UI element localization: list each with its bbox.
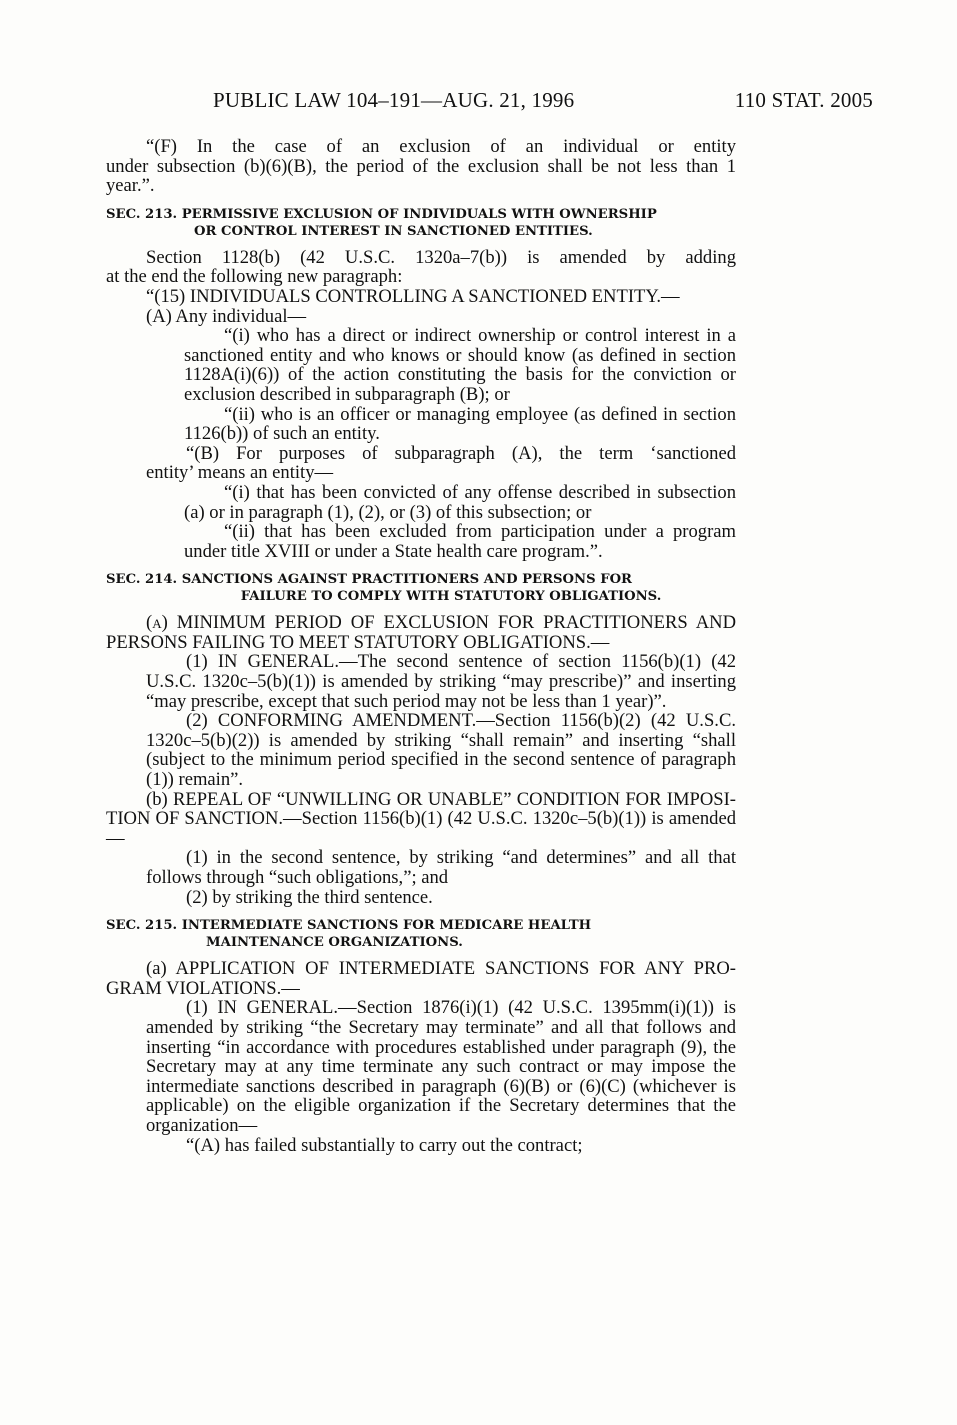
section-215-heading-line1: SEC. 215. INTERMEDIATE SANCTIONS FOR MEDICARE HEALTH [106,918,592,934]
section-213-text-line1: Section 1128(b) (42 U.S.C. 1320a–7(b)) is amended by adding [146,246,736,268]
clause-b-i-text: “(i) that has been convicted of any offense described in subsection (a) or in paragraph (1), (2), or (3) of this subsection; or [184,481,736,523]
subparagraph-b-rest: entity’ means an entity— [146,462,334,484]
public-law-citation: PUBLIC LAW 104–191—AUG. 21, 1996 [213,88,575,112]
clause-b-ii-text: “(ii) that has been excluded from participation under a program under title XVIII or under a State health care program.”. [184,521,736,562]
section-213-text-rest: at the end the following new paragraph: [106,266,403,288]
clause-b-i [106,483,736,522]
section-215-subsection-a-line1: (a) APPLICATION OF INTERMEDIATE SANCTIONS FOR ANY PRO- [146,958,736,980]
clause-b-ii [106,522,736,561]
page-header [213,88,873,116]
subsection-a-heading-line1: (a) MINIMUM PERIOD OF EXCLUSION FOR PRACTITIONERS AND [146,612,736,634]
section-215-paragraph-1: (1) IN GENERAL.—Section 1876(i)(1) (42 U.S.C. 1395mm(i)(1)) is amended by striking “the Secretary may terminate” and all that follows and inserting “in accordance with procedures established under paragraph (9), the Secretary may at any time terminate any such contract or may impose the intermediate sanctions described in paragraph (6)(B) or (6)(C) (whichever is applicable) on the eligible organization if the Secretary determines that the organization— [146,997,736,1136]
section-214-heading [106,571,736,605]
paragraph-f-rest: under subsection (b)(6)(B), the period of the exclusion shall be not less than 1 year.”. [106,155,736,197]
subsection-b-line1: (b) REPEAL OF “UNWILLING OR UNABLE” CONDITION FOR IMPOSI- [146,788,736,810]
section-214-heading-line1: SEC. 214. SANCTIONS AGAINST PRACTITIONERS AND PERSONS FOR [106,572,633,588]
subparagraph-b-line1: “(B) For purposes of subparagraph (A), the term ‘sanctioned [186,442,736,464]
subsection-b-paragraph-2: (2) by striking the third sentence. [186,886,433,908]
paragraph-f-line1: “(F) In the case of an exclusion of an individual or entity [146,136,736,157]
subsection-b-rest: TION OF SANCTION.—Section 1156(b)(1) (42 U.S.C. 1320c–5(b)(1)) is amended— [106,808,736,849]
section-215-heading-line2: MAINTENANCE ORGANIZATIONS. [206,935,463,951]
section-213-heading-line1: SEC. 213. PERMISSIVE EXCLUSION OF INDIVIDUALS WITH OWNERSHIP [106,206,657,222]
section-215-heading [106,917,736,951]
clause-a-ii [106,405,736,444]
clause-a-i [106,326,736,404]
subsection-b-paragraph-1: (1) in the second sentence, by striking “and determines” and all that follows through “such obligations,”; and [146,847,736,888]
section-215-clause-a: “(A) has failed substantially to carry out the contract; [186,1134,583,1156]
paragraph-15-a: (A) Any individual— [146,305,307,327]
clause-a-ii-text: “(ii) who is an officer or managing employee (as defined in section 1126(b)) of such an entity. [184,403,736,445]
section-213-heading-line2: OR CONTROL INTEREST IN SANCTIONED ENTITIES. [194,223,593,239]
paragraph-15-heading: “(15) INDIVIDUALS CONTROLLING A SANCTIONED ENTITY.— [146,285,680,307]
clause-a-i-text: “(i) who has a direct or indirect ownership or control interest in a sanctioned entity and who knows or should know (as defined in section 1128A(i)(6)) of the action constituting the basis for the conviction or exclusion described in subparagraph (B); or [184,325,736,405]
section-213-heading [106,206,736,240]
section-214-heading-line2: FAILURE TO COMPLY WITH STATUTORY OBLIGATIONS. [240,589,662,605]
section-215-subsection-a-rest: GRAM VIOLATIONS.— [106,977,300,999]
statute-page-number: 110 STAT. 2005 [734,88,873,112]
paragraph-2-conforming: (2) CONFORMING AMENDMENT.—Section 1156(b)(2) (42 U.S.C. 1320c–5(b)(2)) is amended by striking “shall remain” and inserting “shall (subject to the minimum period specified in the second sentence of paragraph (1)) remain”. [146,710,736,791]
subsection-a-heading-rest: PERSONS FAILING TO MEET STATUTORY OBLIGATIONS.— [106,631,610,653]
document-body [106,137,736,1155]
paragraph-1-in-general: (1) IN GENERAL.—The second sentence of section 1156(b)(1) (42 U.S.C. 1320c–5(b)(1)) is amended by striking “may prescribe)” and inserting “may prescribe, except that such period may not be less than 1 year)”. [146,651,736,712]
